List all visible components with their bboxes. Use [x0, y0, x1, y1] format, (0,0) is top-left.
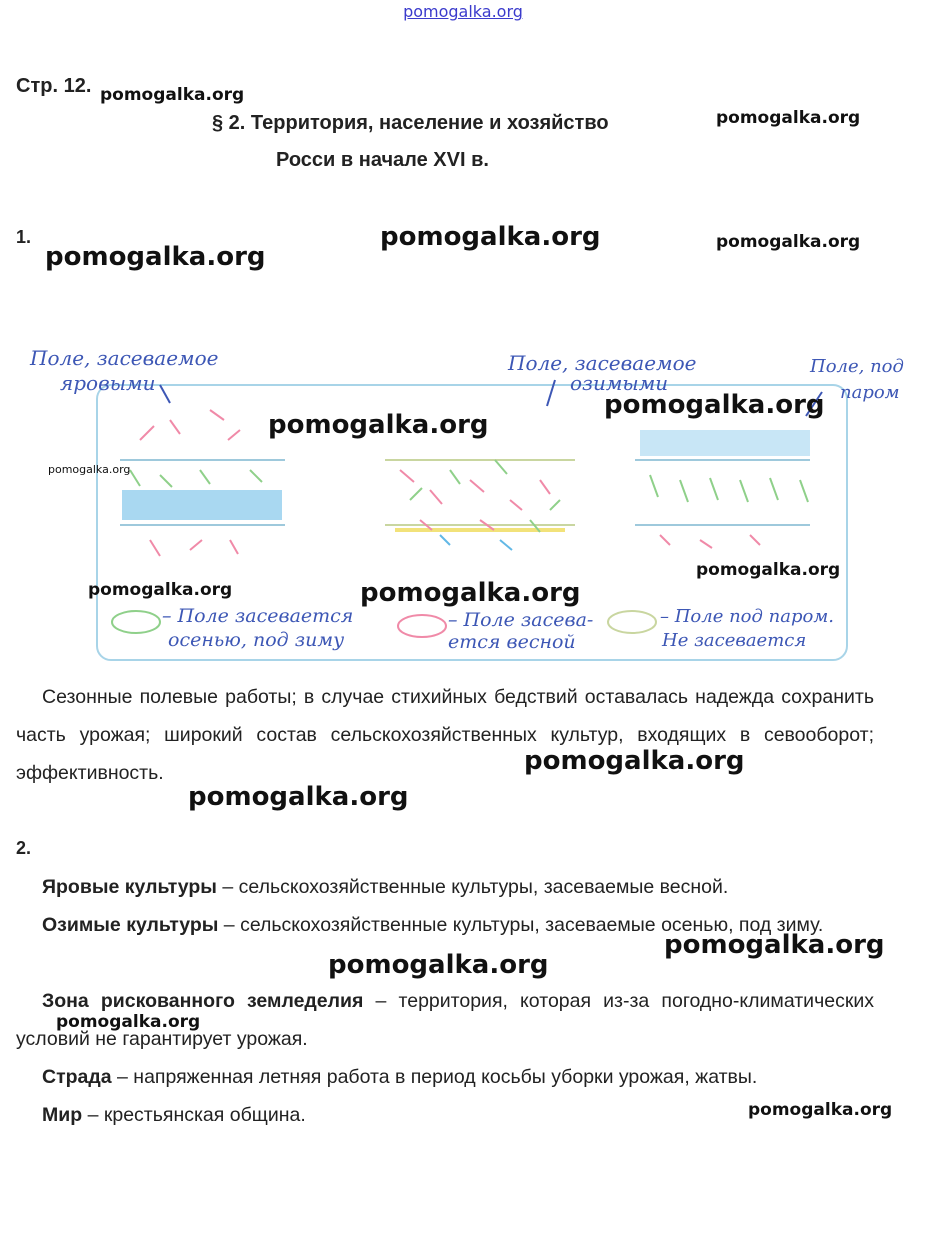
label-winter-line2: озимыми [570, 371, 669, 395]
watermark: pomogalka.org [360, 578, 581, 608]
arrow-spring [160, 385, 170, 403]
legend-3-line2: Не засевается [662, 630, 807, 651]
watermark: pomogalka.org [100, 85, 245, 105]
definition-winter-crops: Озимые культуры – сельскохозяйственные культуры, засеваемые осенью, под зиму. [42, 914, 824, 936]
watermark: pomogalka.org [716, 108, 861, 128]
legend-2-line2: ется весной [448, 631, 576, 653]
watermark: pomogalka.org [45, 242, 266, 272]
legend-3-line1: – Поле под паром. [660, 606, 834, 627]
legend-swatch-3 [608, 611, 656, 633]
watermark: pomogalka.org [88, 580, 233, 600]
task-1-answer: Сезонные полевые работы; в случае стихийных бедствий оставалась надежда сохранить часть урожая; широкий состав сельскохозяйственных культур, входящих в севооборот; эффективность. [16, 686, 874, 784]
field-winter-crops [385, 460, 575, 550]
watermark: pomogalka.org [696, 560, 841, 580]
legend-2-line1: – Поле засева- [448, 609, 594, 631]
crop-rotation-scheme [0, 330, 926, 670]
task-2-number: 2. [16, 838, 32, 858]
field-spring-crops [120, 410, 285, 556]
watermark: pomogalka.org [716, 232, 861, 252]
legend-1-line1: – Поле засевается [162, 605, 354, 627]
watermark: pomogalka.org [380, 222, 601, 252]
legend-1-line2: осенью, под зиму [168, 629, 345, 651]
page-reference: Стр. 12. [16, 75, 92, 97]
definition-spring-crops: Яровые культуры – сельскохозяйственные культуры, засеваемые весной. [42, 876, 729, 898]
watermark: pomogalka.org [328, 950, 549, 980]
label-winter-line1: Поле, засеваемое [508, 351, 697, 375]
definition-risky-farming-zone: Зона рискованного земледелия – территория, которая из-за погодно-климатических условий не гарантирует урожая. [16, 990, 874, 1050]
watermark: pomogalka.org [188, 782, 409, 812]
term: Мир [42, 1104, 83, 1126]
task-1-number: 1. [16, 227, 32, 247]
term: Страда [42, 1066, 112, 1088]
term: Яровые культуры [42, 876, 217, 898]
watermark: pomogalka.org [748, 1100, 893, 1120]
label-fallow-line2: паром [840, 382, 900, 403]
label-fallow-line1: Поле, под [810, 356, 904, 377]
watermark: pomogalka.org [56, 1012, 201, 1032]
section-title-line1: § 2. Территория, население и хозяйство [212, 112, 609, 134]
legend-swatch-1 [112, 611, 160, 633]
section-title-line2: Росси в начале XVI в. [276, 149, 489, 171]
term: Зона рискованного земледелия [42, 990, 364, 1012]
label-spring-line1: Поле, засеваемое [30, 346, 219, 370]
label-spring-line2: яровыми [60, 371, 156, 395]
watermark: pomogalka.org [664, 930, 885, 960]
watermark: pomogalka.org [524, 746, 745, 776]
watermark: pomogalka.org [604, 390, 825, 420]
top-watermark: pomogalka.org [403, 2, 523, 21]
watermark: pomogalka.org [48, 463, 131, 476]
arrow-winter [547, 380, 555, 406]
term: Озимые культуры [42, 914, 219, 936]
field-fallow [635, 430, 810, 548]
legend-swatch-2 [398, 615, 446, 637]
definition-mir: Мир – крестьянская община. [42, 1104, 306, 1126]
watermark: pomogalka.org [268, 410, 489, 440]
definition-strada: Страда – напряженная летняя работа в период косьбы уборки урожая, жатвы. [42, 1066, 758, 1088]
